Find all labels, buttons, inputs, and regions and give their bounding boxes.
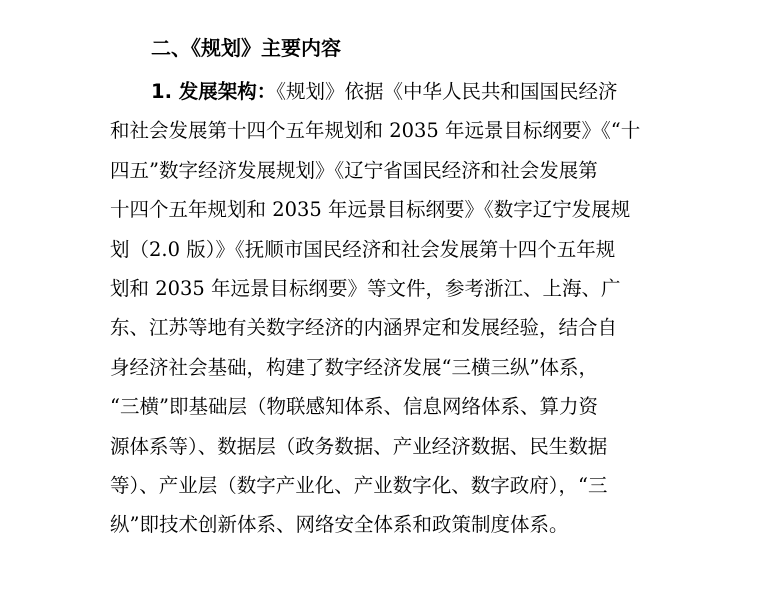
paragraph-line: 等）、产业层（数字产业化、产业数字化、数字政府），“三: [110, 473, 608, 497]
subsection-title: 1. 发展架构：: [151, 80, 277, 103]
paragraph-line-1: [110, 72, 700, 111]
paragraph-line: 十四个五年规划和 2035 年远景目标纲要》《数字辽宁发展规: [110, 198, 631, 222]
paragraph-line: 身经济社会基础，构建了数字经济发展“三横三纵”体系，: [110, 355, 598, 379]
body-paragraph: [110, 72, 700, 545]
paragraph-line: 四五”数字经济发展规划》《辽宁省国民经济和社会发展第: [110, 158, 598, 182]
paragraph-line: 划（2.0 版）》《抚顺市国民经济和社会发展第十四个五年规: [110, 237, 616, 261]
paragraph-line: 东、江苏等地有关数字经济的内涵界定和发展经验，结合自: [110, 316, 618, 340]
paragraph-line: 划和 2035 年远景目标纲要》等文件，参考浙江、上海、广: [110, 276, 621, 300]
paragraph-line: 和社会发展第十四个五年规划和 2035 年远景目标纲要》《“十: [110, 119, 641, 143]
section-heading: 二、《规划》主要内容: [151, 36, 341, 60]
paragraph-line: 源体系等）、数据层（政务数据、产业经济数据、民生数据: [110, 434, 608, 458]
paragraph-line: “三横”即基础层（物联感知体系、信息网络体系、算力资: [110, 395, 598, 419]
paragraph-line: 纵”即技术创新体系、网络安全体系和政策制度体系。: [110, 513, 569, 537]
paragraph-line-text: 《规划》依据《中华人民共和国国民经济: [276, 80, 618, 103]
